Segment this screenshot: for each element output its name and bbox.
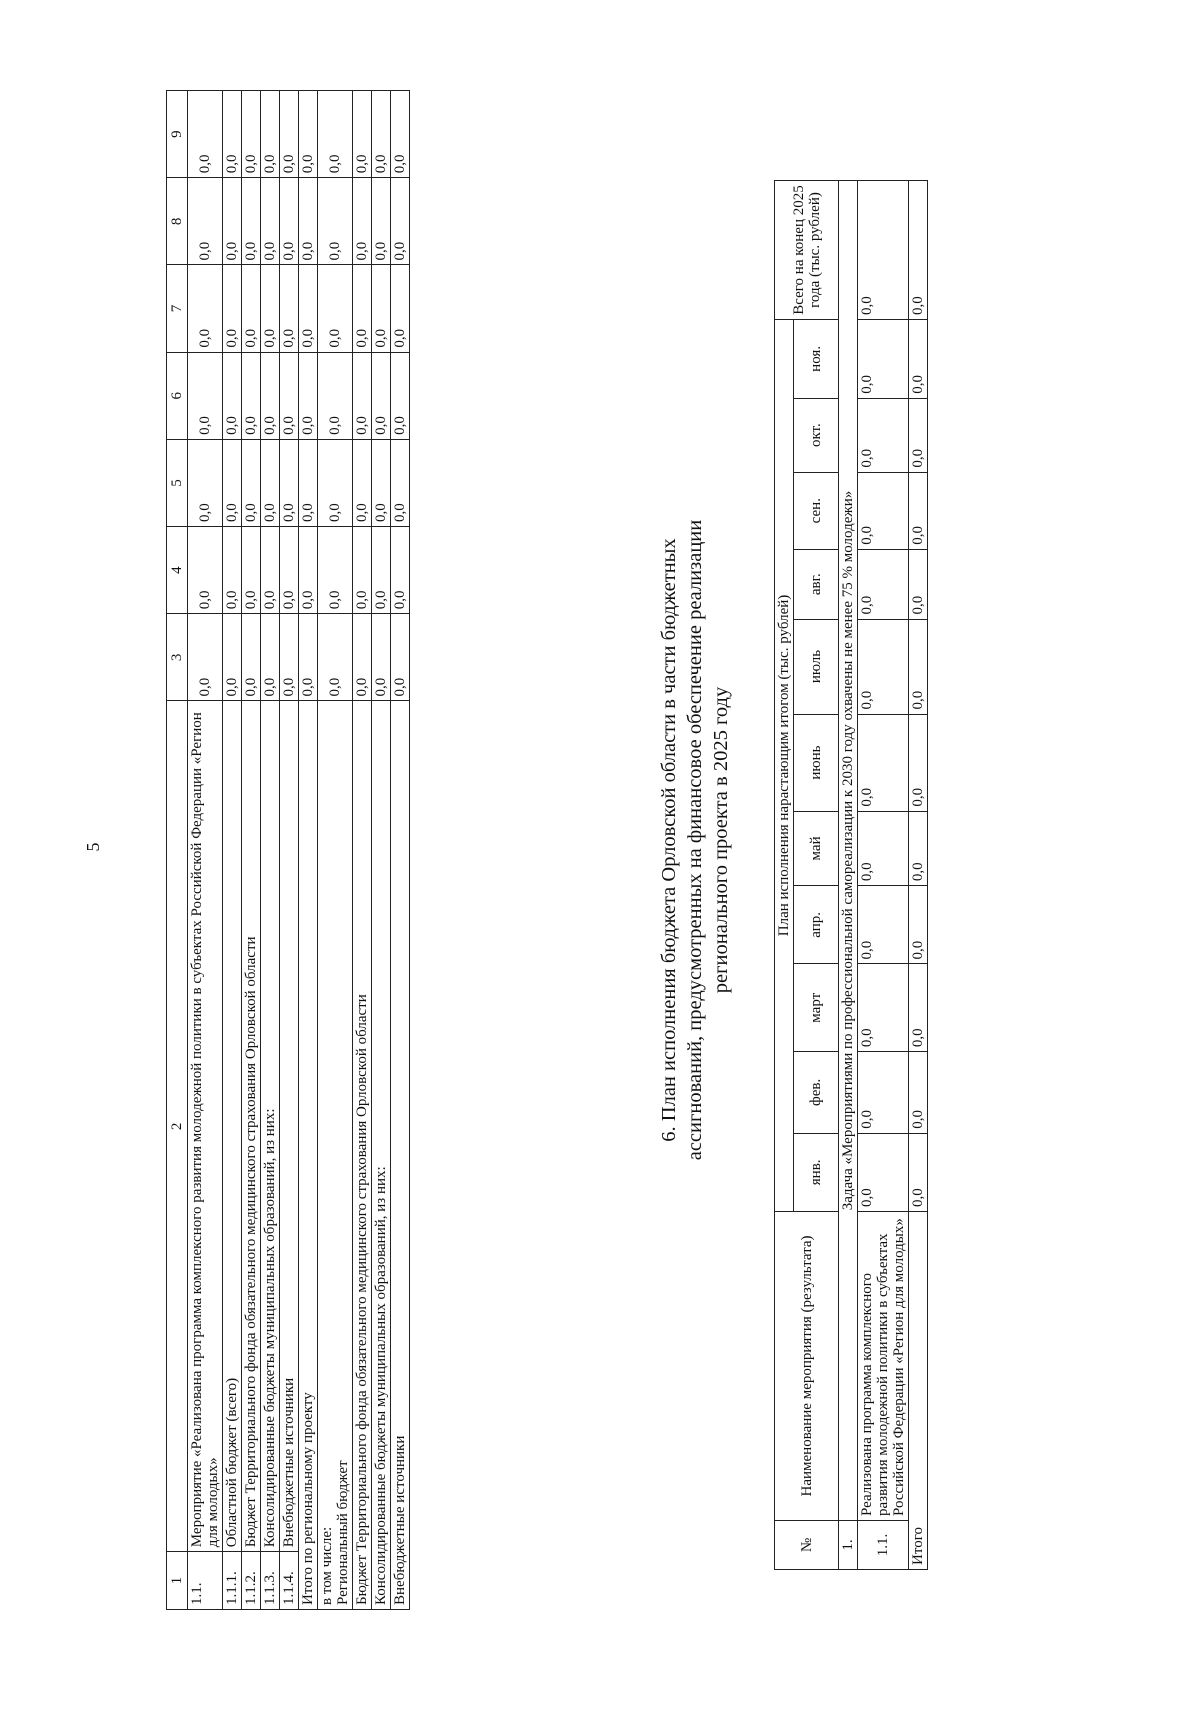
rotated-page-content [58, 40, 1158, 1640]
row-value: 0,0 [280, 178, 299, 265]
total-row-value: 0,0 [299, 265, 318, 352]
row-value: 0,0 [242, 265, 261, 352]
task-number: 1. [839, 1521, 858, 1570]
row-value: 0,0 [858, 714, 909, 811]
total-row-value: 0,0 [353, 91, 372, 178]
total-row-value: 0,0 [391, 91, 410, 178]
total-row-value: 0,0 [299, 614, 318, 701]
col-header: 2 [167, 701, 188, 1552]
table-row [242, 91, 261, 1610]
row-value: 0,0 [261, 265, 280, 352]
total-row-value: 0,0 [353, 614, 372, 701]
total-row-value: 0,0 [372, 352, 391, 439]
total-row-value: 0,0 [372, 439, 391, 526]
total-row-value: 0,0 [299, 527, 318, 614]
row-value: 0,0 [858, 886, 909, 964]
total-row-value: 0,0 [353, 178, 372, 265]
table-row [280, 91, 299, 1610]
month-header: янв. [794, 1133, 839, 1211]
row-value: 0,0 [223, 265, 242, 352]
total-row-label: Бюджет Территориального фонда обязательного медицинского страхования Орловской области [354, 994, 370, 1605]
table-row [261, 91, 280, 1610]
col-header: 3 [167, 614, 188, 701]
col-header: 5 [167, 439, 188, 526]
total-row-value: 0,0 [318, 265, 353, 352]
table-row [858, 181, 909, 1570]
row-value: 0,0 [858, 320, 909, 399]
row-value: 0,0 [188, 527, 223, 614]
title-line: 6. План исполнения бюджета Орловской области в части бюджетных [658, 538, 680, 1142]
total-label: Итого [909, 1212, 928, 1570]
total-row-value: 0,0 [372, 527, 391, 614]
row-value: 0,0 [242, 178, 261, 265]
row-value: 0,0 [261, 178, 280, 265]
table-row [223, 91, 242, 1610]
row-value: 0,0 [223, 178, 242, 265]
row-value: 0,0 [261, 91, 280, 178]
col-header: 7 [167, 265, 188, 352]
row-value: 0,0 [223, 352, 242, 439]
total-row-value: 0,0 [391, 614, 410, 701]
row-value: 0,0 [280, 439, 299, 526]
col-header: 8 [167, 178, 188, 265]
header-activity-name: Наименование мероприятия (результата) [775, 1212, 839, 1521]
total-row-name [318, 701, 353, 1610]
total-row-value: 0,0 [299, 439, 318, 526]
total-row-label: Региональный бюджет [335, 1460, 351, 1605]
row-value: 0,0 [188, 91, 223, 178]
total-row-label: Внебюджетные источники [392, 1435, 408, 1605]
row-value: 0,0 [223, 91, 242, 178]
task-text: Задача «Мероприятиями по профессиональной самореализации к 2030 году охвачены не менее 75 % молодежи» [839, 181, 858, 1521]
total-row-value: 0,0 [318, 439, 353, 526]
row-value: 0,0 [280, 527, 299, 614]
row-total: 0,0 [858, 181, 909, 320]
month-header: фев. [794, 1052, 839, 1134]
table-row [188, 91, 223, 1610]
total-row-name [299, 701, 318, 1610]
total-row-value: 0,0 [353, 352, 372, 439]
row-name: Мероприятие «Реализована программа комплексного развития молодежной политики в субъектах Российской Федерации «Регион для молодых» [188, 701, 223, 1552]
table-header-row [775, 181, 794, 1570]
total-row-value: 0,0 [391, 439, 410, 526]
row-value: 0,0 [858, 398, 909, 472]
total-row-name [391, 701, 410, 1610]
month-header: июль [794, 619, 839, 714]
row-code: 1.1.2. [242, 1552, 261, 1610]
col-header: 1 [167, 1552, 188, 1610]
total-row-name [372, 701, 391, 1610]
task-row [839, 181, 858, 1570]
row-code: 1.1.4. [280, 1552, 299, 1610]
row-value: 0,0 [280, 91, 299, 178]
month-header: март [794, 964, 839, 1052]
total-value: 0,0 [909, 714, 928, 811]
row-name: Областной бюджет (всего) [223, 701, 242, 1552]
month-header: сен. [794, 472, 839, 549]
row-value: 0,0 [242, 439, 261, 526]
col-header: 6 [167, 352, 188, 439]
row-value: 0,0 [188, 178, 223, 265]
total-value: 0,0 [909, 964, 928, 1052]
month-header: апр. [794, 886, 839, 964]
section-title [656, 330, 734, 1350]
row-value: 0,0 [858, 1133, 909, 1211]
total-row-name [353, 701, 372, 1610]
total-value: 0,0 [909, 886, 928, 964]
row-value: 0,0 [188, 265, 223, 352]
total-value: 0,0 [909, 1133, 928, 1211]
row-code: 1.1.3. [261, 1552, 280, 1610]
page-number: 5 [83, 842, 103, 852]
header-number: № [775, 1521, 839, 1570]
total-row-value: 0,0 [318, 614, 353, 701]
row-value: 0,0 [242, 352, 261, 439]
row-value: 0,0 [242, 614, 261, 701]
total-row-value: 0,0 [372, 91, 391, 178]
total-row [353, 91, 372, 1610]
total-value: 0,0 [909, 398, 928, 472]
row-value: 0,0 [858, 549, 909, 619]
col-header: 4 [167, 527, 188, 614]
funding-table [166, 90, 410, 1610]
month-header: окт. [794, 398, 839, 472]
row-value: 0,0 [188, 352, 223, 439]
row-value: 0,0 [858, 1052, 909, 1134]
col-header: 9 [167, 91, 188, 178]
total-row [372, 91, 391, 1610]
row-value: 0,0 [223, 527, 242, 614]
title-line: ассигнований, предусмотренных на финансовое обеспечение реализации [684, 519, 706, 1161]
row-value: 0,0 [261, 527, 280, 614]
total-value: 0,0 [909, 320, 928, 399]
month-header: май [794, 811, 839, 886]
total-row-value: 0,0 [391, 352, 410, 439]
row-value: 0,0 [858, 811, 909, 886]
row-value: 0,0 [261, 352, 280, 439]
total-row-value: 0,0 [299, 178, 318, 265]
row-number: 1.1. [858, 1521, 909, 1570]
total-value: 0,0 [909, 472, 928, 549]
total-value: 0,0 [909, 549, 928, 619]
row-value: 0,0 [280, 265, 299, 352]
total-row-value: 0,0 [372, 178, 391, 265]
total-row-value: 0,0 [299, 352, 318, 439]
total-row-value: 0,0 [318, 352, 353, 439]
row-value: 0,0 [858, 619, 909, 714]
month-header: ноя. [794, 320, 839, 399]
total-row-value: 0,0 [353, 527, 372, 614]
total-row [299, 91, 318, 1610]
total-value: 0,0 [909, 1052, 928, 1134]
total-row-value: 0,0 [318, 91, 353, 178]
row-name: Внебюджетные источники [280, 701, 299, 1552]
total-row-value: 0,0 [372, 614, 391, 701]
total-row-value: 0,0 [391, 265, 410, 352]
row-value: 0,0 [858, 472, 909, 549]
row-name: Бюджет Территориального фонда обязательного медицинского страхования Орловской области [242, 701, 261, 1552]
row-name: Консолидированные бюджеты муниципальных образований, из них: [261, 701, 280, 1552]
total-row-value: 0,0 [372, 265, 391, 352]
header-total: Всего на конец 2025 года (тыс. рублей) [775, 181, 839, 320]
row-value: 0,0 [280, 352, 299, 439]
month-header: июнь [794, 714, 839, 811]
total-row-value: 0,0 [318, 527, 353, 614]
month-header: авг. [794, 549, 839, 619]
total-row [318, 91, 353, 1610]
total-value: 0,0 [909, 811, 928, 886]
row-value: 0,0 [188, 439, 223, 526]
total-row-value: 0,0 [391, 527, 410, 614]
row-code: 1.1. [188, 1552, 223, 1610]
row-value: 0,0 [261, 614, 280, 701]
row-value: 0,0 [261, 439, 280, 526]
row-value: 0,0 [858, 964, 909, 1052]
row-value: 0,0 [223, 614, 242, 701]
row-code: 1.1.1. [223, 1552, 242, 1610]
total-value: 0,0 [909, 619, 928, 714]
total-row [909, 181, 928, 1570]
row-value: 0,0 [242, 91, 261, 178]
total-sum: 0,0 [909, 181, 928, 320]
total-row [391, 91, 410, 1610]
header-plan: План исполнения нарастающим итогом (тыс. рублей) [775, 320, 794, 1212]
total-row-prefix: в том числе: [319, 1526, 335, 1605]
total-row-label: Итого по региональному проекту [300, 1392, 316, 1605]
table-header-row [167, 91, 188, 1610]
row-value: 0,0 [223, 439, 242, 526]
total-row-value: 0,0 [353, 439, 372, 526]
total-row-value: 0,0 [318, 178, 353, 265]
title-line: регионального проекта в 2025 году [710, 686, 732, 994]
row-value: 0,0 [188, 614, 223, 701]
total-row-label: Консолидированные бюджеты муниципальных образований, из них: [373, 1166, 389, 1605]
total-row-value: 0,0 [353, 265, 372, 352]
total-row-value: 0,0 [299, 91, 318, 178]
total-row-value: 0,0 [391, 178, 410, 265]
row-value: 0,0 [242, 527, 261, 614]
row-name: Реализована программа комплексного развития молодежной политики в субъектах Российской Федерации «Регион для молодых» [858, 1212, 909, 1521]
row-value: 0,0 [280, 614, 299, 701]
budget-plan-table [774, 180, 928, 1570]
